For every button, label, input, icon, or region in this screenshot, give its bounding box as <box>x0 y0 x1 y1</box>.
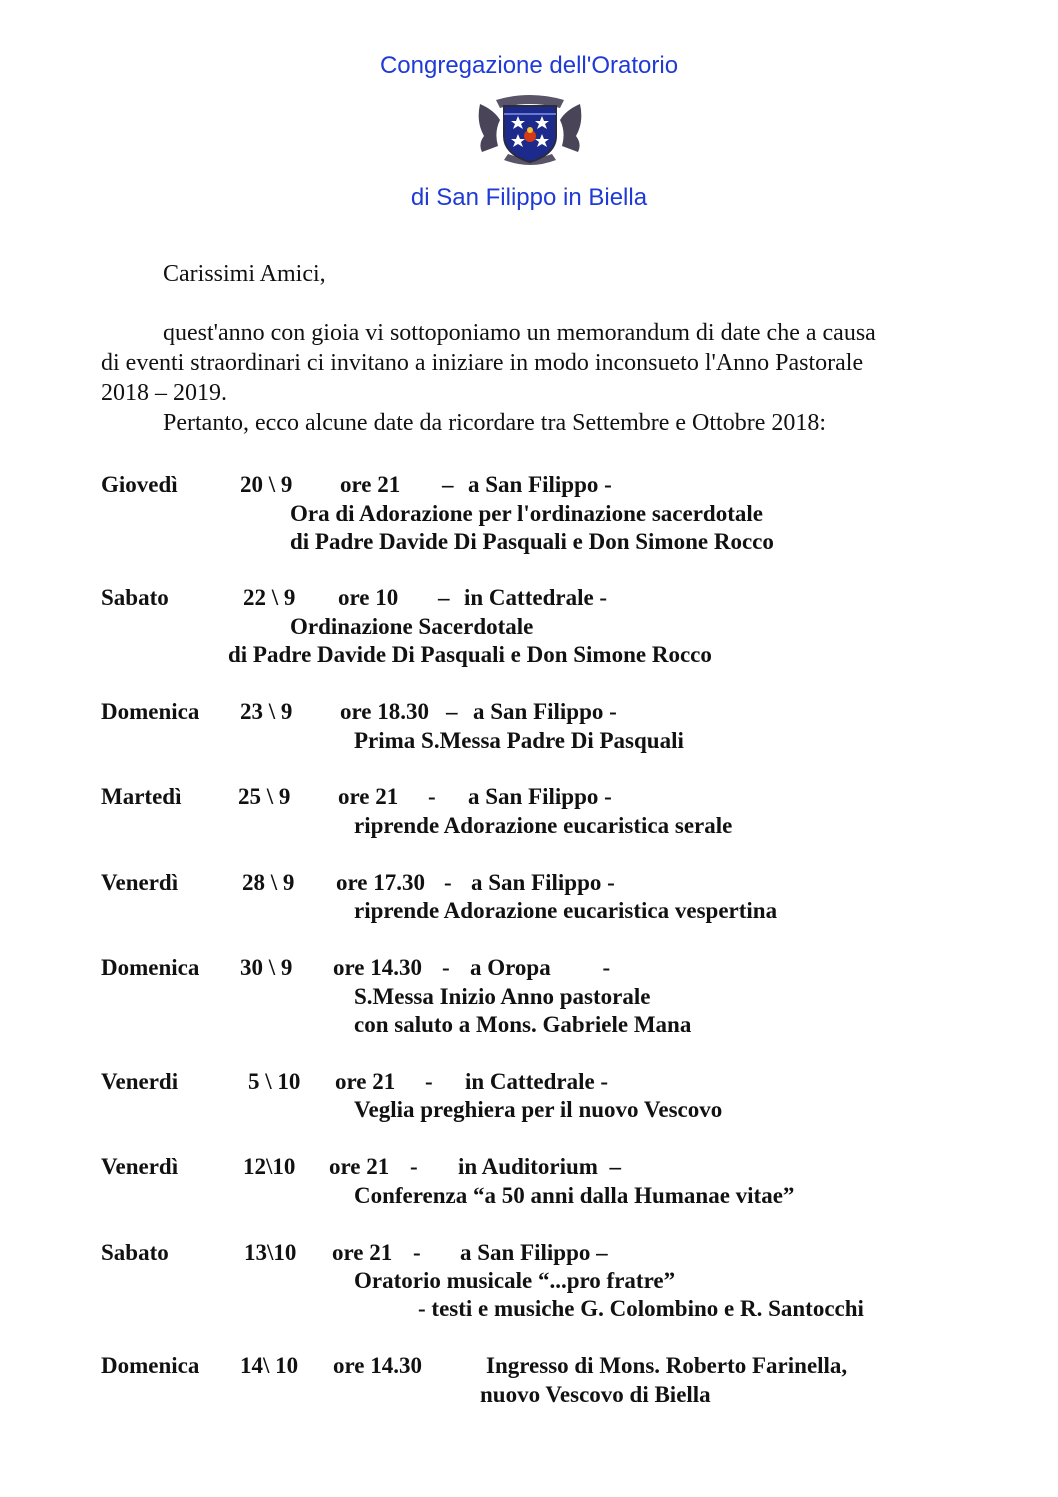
event-date: 23 \ 9 <box>240 699 293 724</box>
coat-of-arms-icon <box>474 92 586 168</box>
event-detail: con saluto a Mons. Gabriele Mana <box>354 1012 692 1037</box>
event-day: Domenica <box>101 1353 200 1378</box>
event-date: 13\10 <box>244 1240 297 1265</box>
event-day: Giovedì <box>101 472 178 497</box>
body-line: 2018 – 2019. <box>101 380 227 406</box>
body-line: di eventi straordinari ci invitano a iniziare in modo inconsueto l'Anno Pastorale <box>101 350 864 376</box>
event-detail: S.Messa Inizio Anno pastorale <box>354 984 651 1009</box>
greeting: Carissimi Amici, <box>163 261 326 287</box>
event-time: ore 21 <box>338 784 399 809</box>
event-separator: – <box>446 699 458 724</box>
event-detail: Veglia preghiera per il nuovo Vescovo <box>354 1097 723 1122</box>
event-date: 20 \ 9 <box>240 472 293 497</box>
event-detail: Conferenza “a 50 anni dalla Humanae vitae” <box>354 1183 795 1208</box>
event-place: a San Filippo - <box>468 784 612 809</box>
event-day: Sabato <box>101 1240 169 1265</box>
event-separator: - <box>444 870 452 895</box>
event-date: 25 \ 9 <box>238 784 291 809</box>
event-place: a San Filippo - <box>473 699 617 724</box>
event-detail: riprende Adorazione eucaristica vespertina <box>354 898 778 923</box>
event-detail: nuovo Vescovo di Biella <box>480 1382 711 1407</box>
event-day: Venerdì <box>101 870 179 895</box>
event-time: ore 17.30 <box>336 870 426 895</box>
event-separator: - <box>442 955 450 980</box>
event-date: 30 \ 9 <box>240 955 293 980</box>
event-date: 5 \ 10 <box>248 1069 301 1094</box>
event-place: a Oropa - <box>470 955 611 980</box>
event-separator: - <box>425 1069 433 1094</box>
event-time: ore 10 <box>338 585 399 610</box>
event-separator: - <box>413 1240 421 1265</box>
event-date: 14\ 10 <box>240 1353 299 1378</box>
event-date: 28 \ 9 <box>242 870 295 895</box>
event-time: ore 14.30 <box>333 1353 423 1378</box>
event-detail: di Padre Davide Di Pasquali e Don Simone Rocco <box>290 529 774 554</box>
event-day: Sabato <box>101 585 169 610</box>
event-day: Venerdi <box>101 1069 179 1094</box>
event-day: Domenica <box>101 699 200 724</box>
congregation-location: di San Filippo in Biella <box>410 184 648 211</box>
congregation-title: Congregazione dell'Oratorio <box>379 52 679 79</box>
event-place: in Cattedrale - <box>465 1069 609 1094</box>
event-day: Venerdì <box>101 1154 179 1179</box>
event-time: ore 21 <box>335 1069 396 1094</box>
event-separator: - <box>410 1154 418 1179</box>
event-detail: - testi e musiche G. Colombino e R. Santocchi <box>418 1296 864 1321</box>
event-detail: Ora di Adorazione per l'ordinazione sacerdotale <box>290 501 763 526</box>
event-day: Martedì <box>101 784 182 809</box>
event-day: Domenica <box>101 955 200 980</box>
event-date: 12\10 <box>243 1154 296 1179</box>
event-time: ore 18.30 <box>340 699 430 724</box>
event-separator: – <box>438 585 450 610</box>
event-place: a San Filippo – <box>460 1240 608 1265</box>
crest-heart-glow <box>527 127 533 133</box>
event-place: in Cattedrale - <box>464 585 608 610</box>
event-time: ore 21 <box>340 472 401 497</box>
event-detail: riprende Adorazione eucaristica serale <box>354 813 733 838</box>
event-detail: di Padre Davide Di Pasquali e Don Simone Rocco <box>228 642 712 667</box>
event-time: ore 21 <box>332 1240 393 1265</box>
body-line: quest'anno con gioia vi sottoponiamo un memorandum di date che a causa <box>163 320 876 346</box>
event-date: 22 \ 9 <box>243 585 296 610</box>
body-line: Pertanto, ecco alcune date da ricordare tra Settembre e Ottobre 2018: <box>163 410 827 436</box>
event-time: ore 14.30 <box>333 955 423 980</box>
event-time: ore 21 <box>329 1154 390 1179</box>
event-detail: Ordinazione Sacerdotale <box>290 614 534 639</box>
event-separator: - <box>428 784 436 809</box>
event-detail: Oratorio musicale “...pro fratre” <box>354 1268 676 1293</box>
event-place: a San Filippo - <box>468 472 612 497</box>
event-place: a San Filippo - <box>471 870 615 895</box>
event-place: Ingresso di Mons. Roberto Farinella, <box>486 1353 848 1378</box>
event-detail: Prima S.Messa Padre Di Pasquali <box>354 728 684 753</box>
event-separator: – <box>442 472 454 497</box>
event-place: in Auditorium – <box>458 1154 621 1179</box>
